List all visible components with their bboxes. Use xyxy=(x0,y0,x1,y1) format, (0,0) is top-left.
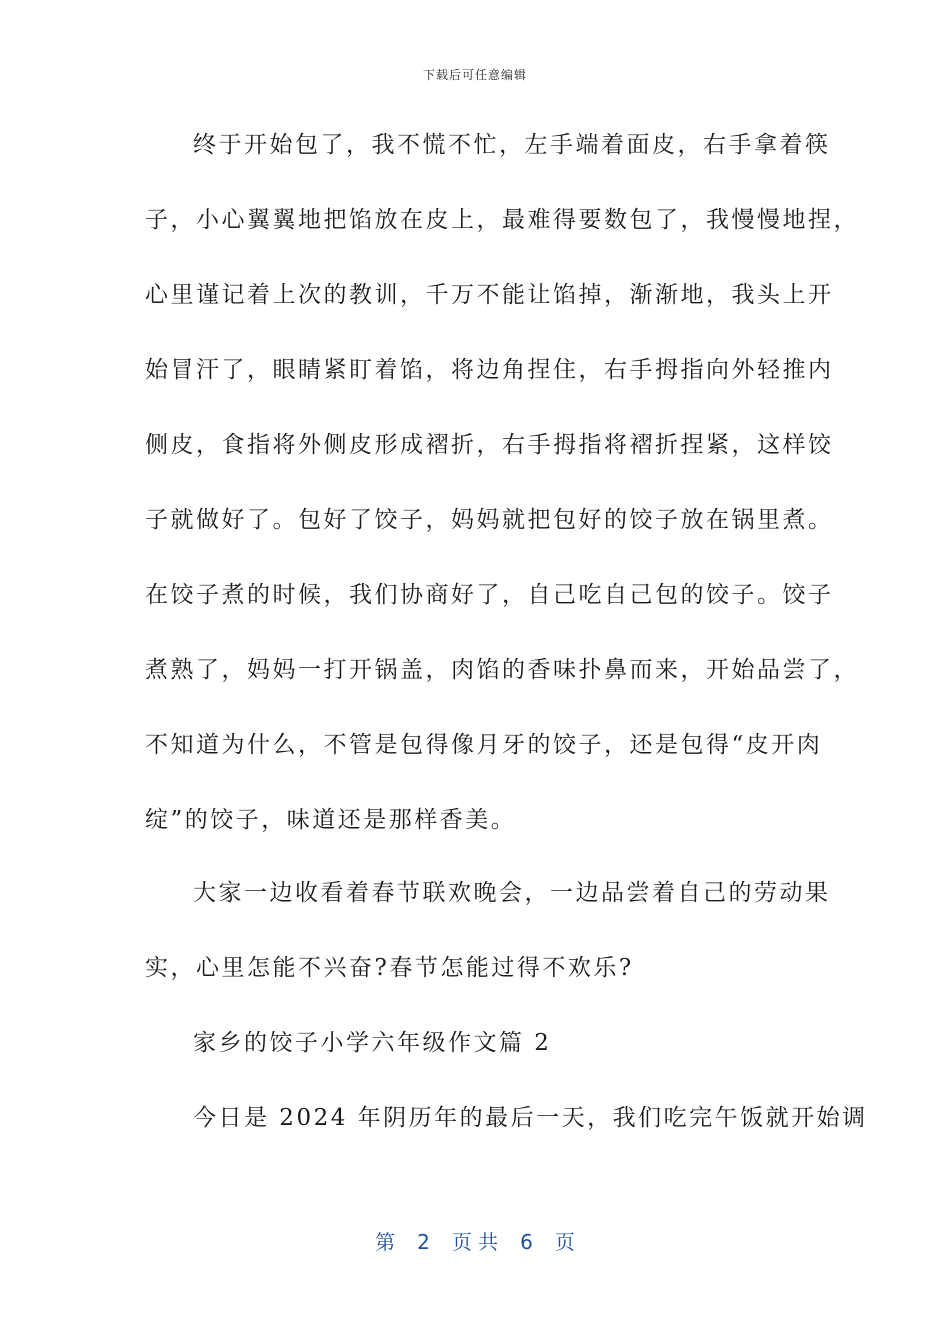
footer-total-pages: 6 xyxy=(520,1230,533,1254)
footer-middle: 页 共 xyxy=(451,1230,499,1254)
text-line: 煮熟了，妈妈一打开锅盖，肉馅的香味扑鼻而来，开始品尝了， xyxy=(145,657,859,683)
text-line: 今日是 2024 年阴历年的最后一天，我们吃完午饭就开始调 xyxy=(193,1105,868,1131)
text-line: 子，小心翼翼地把馅放在皮上，最难得要数包了，我慢慢地捏， xyxy=(145,207,859,233)
page-footer xyxy=(0,1226,950,1255)
text-line: 始冒汗了，眼睛紧盯着馅，将边角捏住，右手拇指向外轻推内 xyxy=(145,357,834,383)
text-line: 不知道为什么，不管是包得像月牙的饺子，还是包得“皮开肉 xyxy=(145,732,823,758)
footer-prefix: 第 xyxy=(375,1230,396,1254)
text-line: 在饺子煮的时候，我们协商好了，自己吃自己包的饺子。饺子 xyxy=(145,582,834,608)
footer-suffix: 页 xyxy=(554,1230,575,1254)
page-header-note: 下载后可任意编辑 xyxy=(422,68,527,82)
text-line: 实，心里怎能不兴奋?春节怎能过得不欢乐? xyxy=(145,955,634,981)
text-line: 大家一边收看着春节联欢晚会，一边品尝着自己的劳动果 xyxy=(193,880,831,906)
text-line: 心里谨记着上次的教训，千万不能让馅掉，渐渐地，我头上开 xyxy=(145,282,834,308)
section-heading: 家乡的饺子小学六年级作文篇 2 xyxy=(193,1030,552,1056)
text-line: 侧皮，食指将外侧皮形成褶折，右手拇指将褶折捏紧，这样饺 xyxy=(145,432,834,458)
text-line: 绽”的饺子，味道还是那样香美。 xyxy=(145,807,517,833)
text-line: 终于开始包了，我不慌不忙，左手端着面皮，右手拿着筷 xyxy=(193,132,831,158)
footer-page-number: 2 xyxy=(417,1230,430,1254)
text-line: 子就做好了。包好了饺子，妈妈就把包好的饺子放在锅里煮。 xyxy=(145,507,834,533)
